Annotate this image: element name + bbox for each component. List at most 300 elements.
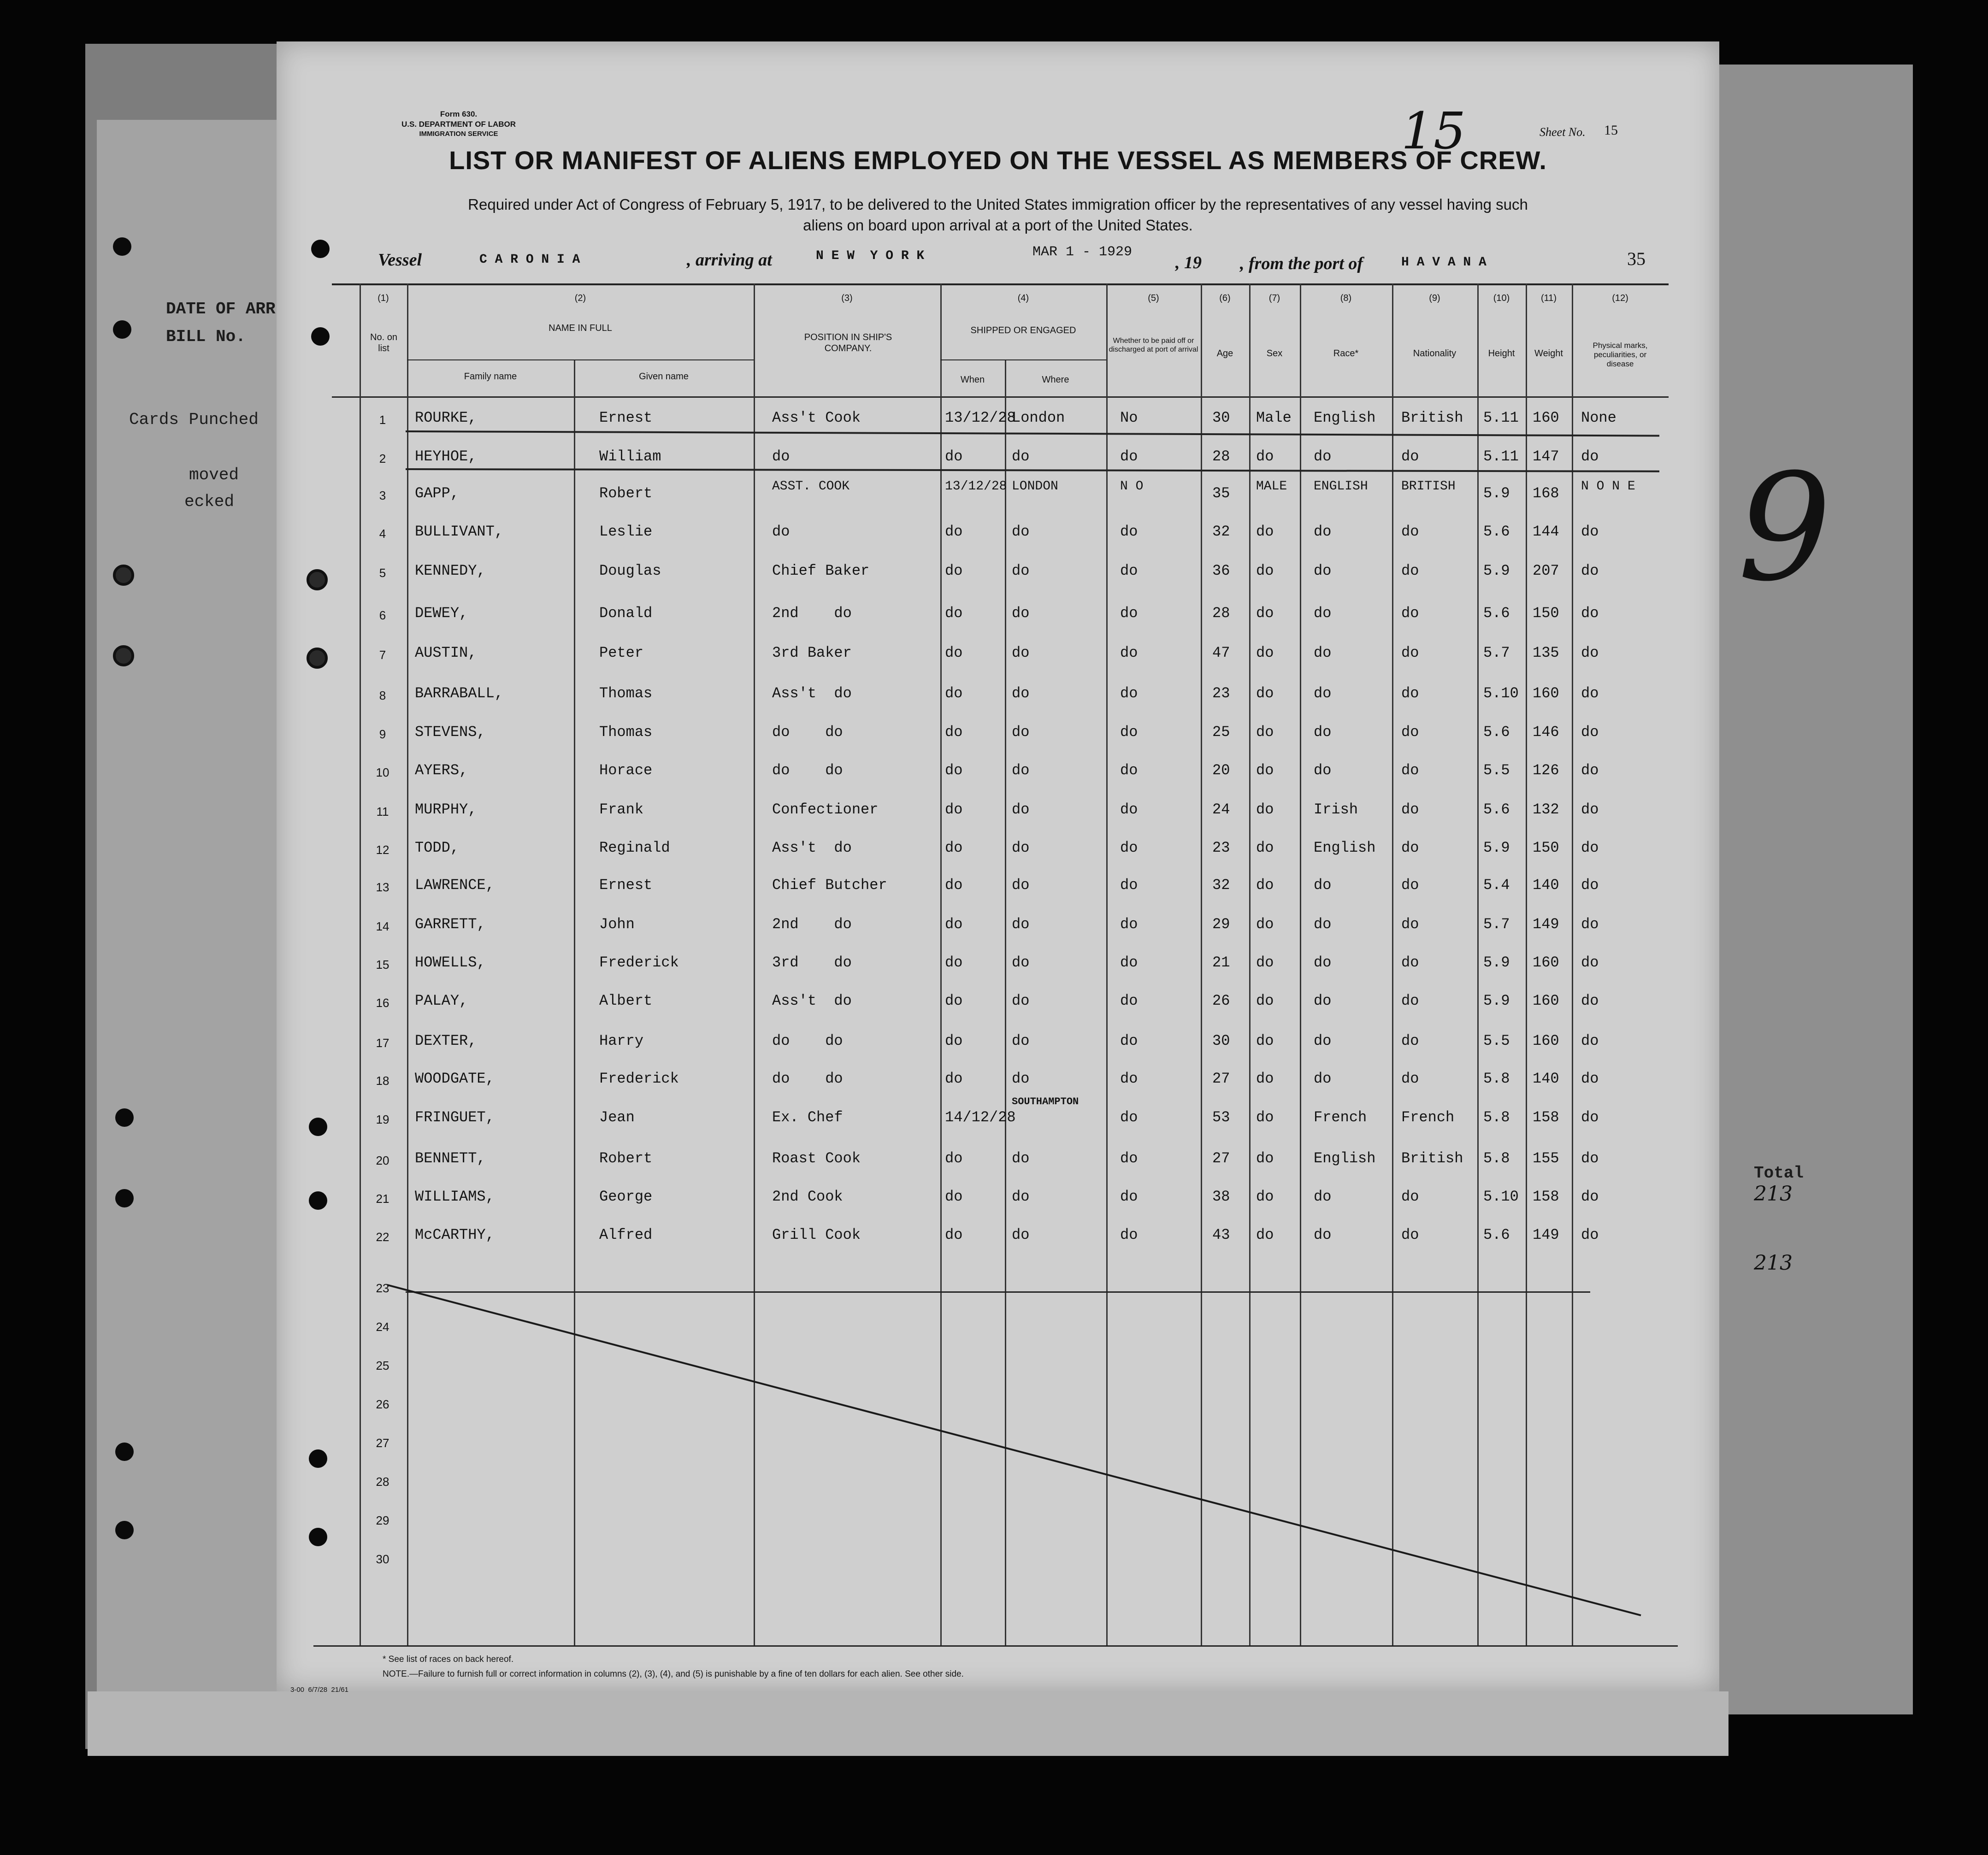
weight-cell: 160 — [1533, 1032, 1559, 1049]
age-cell: 29 — [1212, 916, 1230, 933]
weight-cell: 160 — [1533, 409, 1559, 426]
paid-off-cell: do — [1120, 1150, 1138, 1167]
shipped-where-cell: do — [1012, 1070, 1030, 1087]
vessel-label: Vessel — [378, 250, 422, 270]
family-name-cell: McCARTHY, — [415, 1226, 495, 1243]
race-cell: do — [1314, 523, 1332, 540]
weight-cell: 207 — [1533, 562, 1559, 579]
empty-row-number: 24 — [376, 1320, 389, 1334]
family-name-cell: ROURKE, — [415, 409, 477, 426]
age-cell: 25 — [1212, 724, 1230, 741]
height-cell: 5.6 — [1483, 801, 1510, 818]
paid-off-cell: do — [1120, 916, 1138, 933]
race-cell: do — [1314, 605, 1332, 622]
service: IMMIGRATION SERVICE — [419, 130, 498, 138]
sex-cell: do — [1256, 724, 1274, 741]
punch-hole — [113, 565, 134, 586]
age-cell: 23 — [1212, 839, 1230, 856]
col3-number: (3) — [841, 293, 853, 303]
sex-cell: do — [1256, 1226, 1274, 1243]
nationality-cell: do — [1401, 724, 1419, 741]
race-cell: do — [1314, 1226, 1332, 1243]
sex-cell: do — [1256, 523, 1274, 540]
shipped-when-cell: do — [945, 992, 963, 1009]
nationality-cell: do — [1401, 916, 1419, 933]
col4-number: (4) — [1017, 293, 1029, 303]
nationality-cell: do — [1401, 762, 1419, 779]
col5-header: Whether to be paid off or discharged at port of arrival — [1109, 337, 1198, 353]
punch-hole — [113, 320, 131, 339]
physical-marks-cell: do — [1581, 954, 1599, 971]
nationality-cell: BRITISH — [1401, 479, 1456, 494]
departure-port: H A V A N A — [1401, 255, 1487, 270]
position-cell: Chief Baker — [772, 562, 870, 579]
given-name-cell: Ernest — [599, 409, 653, 426]
shipped-when-cell: 14/12/28 — [945, 1109, 1016, 1126]
height-cell: 5.8 — [1483, 1109, 1510, 1126]
shipped-when-cell: do — [945, 916, 963, 933]
row-number: 9 — [379, 727, 386, 741]
family-name-cell: GARRETT, — [415, 916, 486, 933]
age-cell: 26 — [1212, 992, 1230, 1009]
position-cell: do do — [772, 1032, 843, 1049]
paid-off-cell: do — [1120, 605, 1138, 622]
family-name-cell: PALAY, — [415, 992, 468, 1009]
height-cell: 5.6 — [1483, 523, 1510, 540]
left-bill-label: BILL No. — [166, 327, 246, 346]
punch-hole — [115, 1189, 134, 1207]
shipped-when-cell: do — [945, 1070, 963, 1087]
col1-header: No. on list — [370, 332, 397, 353]
date-stamp: MAR 1 - 1929 — [1032, 244, 1133, 260]
given-name-cell: Frederick — [599, 1070, 679, 1087]
physical-marks-cell: do — [1581, 1032, 1599, 1049]
family-name-cell: KENNEDY, — [415, 562, 486, 579]
position-cell: do do — [772, 1070, 843, 1087]
page-mark: 35 — [1627, 248, 1646, 269]
sex-cell: do — [1256, 916, 1274, 933]
shipped-when-cell: do — [945, 1150, 963, 1167]
sex-cell: do — [1256, 448, 1274, 465]
sex-cell: do — [1256, 1032, 1274, 1049]
weight-cell: 155 — [1533, 1150, 1559, 1167]
age-cell: 30 — [1212, 1032, 1230, 1049]
race-cell: do — [1314, 1188, 1332, 1205]
given-name-cell: Donald — [599, 605, 653, 622]
shipped-where-cell: LONDON — [1012, 479, 1058, 494]
shipped-where-cell: do — [1012, 1188, 1030, 1205]
paid-off-cell: do — [1120, 801, 1138, 818]
sex-cell: do — [1256, 1109, 1274, 1126]
height-cell: 5.7 — [1483, 644, 1510, 661]
left-date-label: DATE OF ARR — [166, 300, 276, 318]
age-cell: 24 — [1212, 801, 1230, 818]
nationality-cell: do — [1401, 605, 1419, 622]
position-cell: Ass't do — [772, 992, 852, 1009]
punch-hole — [115, 1108, 134, 1127]
col12-header: Physical marks, peculiarities, or disease — [1593, 341, 1648, 368]
col9-number: (9) — [1429, 293, 1440, 303]
race-cell: do — [1314, 877, 1332, 894]
physical-marks-cell: do — [1581, 801, 1599, 818]
given-name-cell: Frederick — [599, 954, 679, 971]
empty-row-number: 23 — [376, 1281, 389, 1295]
weight-cell: 140 — [1533, 1070, 1559, 1087]
underlying-paper-left — [97, 120, 290, 1733]
shipped-where-cell: London — [1012, 409, 1065, 426]
row-number: 8 — [379, 689, 386, 702]
from-port-label: , from the port of — [1240, 254, 1363, 273]
given-name-cell: Leslie — [599, 523, 653, 540]
position-cell: do do — [772, 724, 843, 741]
row-number: 6 — [379, 608, 386, 622]
age-cell: 28 — [1212, 448, 1230, 465]
sex-cell: do — [1256, 839, 1274, 856]
sex-cell: do — [1256, 1070, 1274, 1087]
weight-cell: 144 — [1533, 523, 1559, 540]
physical-marks-cell: do — [1581, 448, 1599, 465]
year-label: , 19 — [1175, 253, 1202, 272]
age-cell: 30 — [1212, 409, 1230, 426]
sex-cell: Male — [1256, 409, 1292, 426]
family-name-cell: MURPHY, — [415, 801, 477, 818]
position-cell: 2nd Cook — [772, 1188, 843, 1205]
given-name-cell: Albert — [599, 992, 653, 1009]
weight-cell: 146 — [1533, 724, 1559, 741]
nationality-cell: do — [1401, 1226, 1419, 1243]
family-name-cell: BENNETT, — [415, 1150, 486, 1167]
height-cell: 5.7 — [1483, 916, 1510, 933]
height-cell: 5.5 — [1483, 762, 1510, 779]
height-cell: 5.11 — [1483, 409, 1519, 426]
weight-cell: 150 — [1533, 605, 1559, 622]
sex-cell: do — [1256, 644, 1274, 661]
manifest-sheet — [277, 41, 1719, 1694]
row-number: 18 — [376, 1074, 389, 1088]
height-cell: 5.6 — [1483, 605, 1510, 622]
nationality-cell: do — [1401, 839, 1419, 856]
weight-cell: 149 — [1533, 916, 1559, 933]
col4a-header: When — [960, 375, 985, 385]
position-cell: Ass't do — [772, 685, 852, 702]
punch-hole — [113, 237, 131, 256]
position-cell: do — [772, 523, 790, 540]
position-cell: Roast Cook — [772, 1150, 861, 1167]
weight-cell: 160 — [1533, 954, 1559, 971]
nationality-cell: do — [1401, 1070, 1419, 1087]
arrival-port: N E W Y O R K — [816, 249, 925, 263]
row-number: 5 — [379, 566, 386, 580]
height-cell: 5.5 — [1483, 1032, 1510, 1049]
physical-marks-cell: do — [1581, 1109, 1599, 1126]
sex-cell: do — [1256, 762, 1274, 779]
cancel-diagonal — [277, 41, 1719, 1691]
position-cell: do — [772, 448, 790, 465]
given-name-cell: Harry — [599, 1032, 644, 1049]
race-cell: ENGLISH — [1314, 479, 1368, 494]
shipped-where-cell: do — [1012, 644, 1030, 661]
race-cell: do — [1314, 992, 1332, 1009]
nationality-cell: British — [1401, 1150, 1463, 1167]
sex-cell: do — [1256, 685, 1274, 702]
nationality-cell: French — [1401, 1109, 1455, 1126]
col2-number: (2) — [574, 293, 586, 303]
age-cell: 53 — [1212, 1109, 1230, 1126]
given-name-cell: Robert — [599, 1150, 653, 1167]
row-number: 19 — [376, 1113, 389, 1126]
family-name-cell: STEVENS, — [415, 724, 486, 741]
paid-off-cell: N O — [1120, 479, 1144, 494]
col2-header: NAME IN FULL — [549, 323, 612, 333]
left-checked: ecked — [184, 492, 235, 511]
col6-header: Age — [1216, 348, 1233, 359]
paid-off-cell: do — [1120, 724, 1138, 741]
position-cell: 3rd do — [772, 954, 852, 971]
sheet-no: 15 — [1604, 123, 1618, 138]
physical-marks-cell: None — [1581, 409, 1616, 426]
shipped-where-cell: do — [1012, 1150, 1030, 1167]
position-cell: Ass't Cook — [772, 409, 861, 426]
weight-cell: 158 — [1533, 1188, 1559, 1205]
weight-cell: 135 — [1533, 644, 1559, 661]
shipped-where-cell: do — [1012, 762, 1030, 779]
shipped-when-cell: do — [945, 562, 963, 579]
arriving-label: , arriving at — [687, 250, 772, 270]
physical-marks-cell: do — [1581, 523, 1599, 540]
left-removed: moved — [189, 465, 239, 484]
position-cell: 2nd do — [772, 605, 852, 622]
race-cell: do — [1314, 685, 1332, 702]
physical-marks-cell: do — [1581, 685, 1599, 702]
department: U.S. DEPARTMENT OF LABOR — [401, 120, 516, 129]
age-cell: 43 — [1212, 1226, 1230, 1243]
empty-row-number: 29 — [376, 1513, 389, 1527]
race-cell: do — [1314, 1070, 1332, 1087]
sex-cell: do — [1256, 1150, 1274, 1167]
race-cell: Irish — [1314, 801, 1358, 818]
subtitle-line-1: Required under Act of Congress of February 5, 1917, to be delivered to the United States immigration officer by the representatives of any vessel having such — [468, 196, 1528, 213]
nationality-cell: do — [1401, 523, 1419, 540]
height-cell: 5.8 — [1483, 1150, 1510, 1167]
height-cell: 5.9 — [1483, 954, 1510, 971]
row-number: 17 — [376, 1036, 389, 1050]
shipped-where-cell: do — [1012, 839, 1030, 856]
age-cell: 35 — [1212, 485, 1230, 502]
shipped-where-cell: do — [1012, 916, 1030, 933]
shipped-where-cell: do — [1012, 954, 1030, 971]
family-name-cell: DEWEY, — [415, 605, 468, 622]
right-total-value: 213 — [1754, 1182, 1793, 1206]
age-cell: 27 — [1212, 1070, 1230, 1087]
age-cell: 21 — [1212, 954, 1230, 971]
physical-marks-cell: do — [1581, 1226, 1599, 1243]
col4-header: SHIPPED OR ENGAGED — [970, 325, 1076, 336]
row-number: 16 — [376, 996, 389, 1010]
row-number: 1 — [379, 413, 386, 427]
handwritten-15: 15 — [1401, 101, 1466, 160]
weight-cell: 168 — [1533, 485, 1559, 502]
nationality-cell: do — [1401, 1188, 1419, 1205]
shipped-when-cell: do — [945, 523, 963, 540]
col8-header: Race* — [1333, 348, 1359, 359]
shipped-where-cell: do — [1012, 877, 1030, 894]
given-name-cell: John — [599, 916, 635, 933]
physical-marks-cell: do — [1581, 877, 1599, 894]
given-name-cell: Reginald — [599, 839, 670, 856]
height-cell: 5.11 — [1483, 448, 1519, 465]
physical-marks-cell: do — [1581, 762, 1599, 779]
empty-row-number: 28 — [376, 1475, 389, 1489]
right-margin-nine: 9 — [1738, 442, 1832, 614]
nationality-cell: do — [1401, 877, 1419, 894]
given-name-cell: Ernest — [599, 877, 653, 894]
race-cell: do — [1314, 562, 1332, 579]
sex-cell: MALE — [1256, 479, 1287, 494]
col10-number: (10) — [1493, 293, 1510, 303]
shipped-when-cell: do — [945, 762, 963, 779]
race-cell: do — [1314, 644, 1332, 661]
sex-cell: do — [1256, 877, 1274, 894]
position-cell: Ex. Chef — [772, 1109, 843, 1126]
shipped-where-cell: do — [1012, 992, 1030, 1009]
weight-cell: 160 — [1533, 992, 1559, 1009]
col8-number: (8) — [1340, 293, 1352, 303]
race-cell: English — [1314, 839, 1376, 856]
family-name-cell: BULLIVANT, — [415, 523, 504, 540]
nationality-cell: do — [1401, 801, 1419, 818]
row-number: 10 — [376, 766, 389, 779]
age-cell: 20 — [1212, 762, 1230, 779]
subtitle-line-2: aliens on board upon arrival at a port of the United States. — [803, 217, 1193, 234]
underlying-paper-right — [1719, 65, 1913, 1714]
position-cell: 2nd do — [772, 916, 852, 933]
shipped-where-cell: do — [1012, 562, 1030, 579]
note: NOTE.—Failure to furnish full or correct information in columns (2), (3), (4), and (5) is punishable by a fine of ten dollars for each alien. See other side. — [383, 1669, 964, 1679]
shipped-where-cell: do — [1012, 1032, 1030, 1049]
nationality-cell: do — [1401, 562, 1419, 579]
paid-off-cell: do — [1120, 992, 1138, 1009]
given-name-cell: George — [599, 1188, 653, 1205]
family-name-cell: BARRABALL, — [415, 685, 504, 702]
age-cell: 32 — [1212, 877, 1230, 894]
shipped-when-cell: do — [945, 1188, 963, 1205]
family-name-cell: GAPP, — [415, 485, 460, 502]
paid-off-cell: do — [1120, 644, 1138, 661]
paid-off-cell: do — [1120, 1188, 1138, 1205]
shipped-when-cell: do — [945, 1032, 963, 1049]
weight-cell: 147 — [1533, 448, 1559, 465]
race-cell: do — [1314, 916, 1332, 933]
height-cell: 5.10 — [1483, 685, 1519, 702]
shipped-when-cell: do — [945, 839, 963, 856]
physical-marks-cell: do — [1581, 644, 1599, 661]
nationality-cell: do — [1401, 685, 1419, 702]
age-cell: 27 — [1212, 1150, 1230, 1167]
shipped-when-cell: do — [945, 724, 963, 741]
empty-row-number: 27 — [376, 1436, 389, 1450]
family-name-cell: AYERS, — [415, 762, 468, 779]
height-cell: 5.9 — [1483, 992, 1510, 1009]
sex-cell: do — [1256, 605, 1274, 622]
position-cell: do do — [772, 762, 843, 779]
given-name-cell: William — [599, 448, 661, 465]
form-number: Form 630. — [440, 110, 478, 118]
height-cell: 5.10 — [1483, 1188, 1519, 1205]
paid-off-cell: do — [1120, 1070, 1138, 1087]
paid-off-cell: do — [1120, 1109, 1138, 1126]
shipped-when-cell: do — [945, 605, 963, 622]
paid-off-cell: do — [1120, 685, 1138, 702]
physical-marks-cell: do — [1581, 724, 1599, 741]
physical-marks-cell: do — [1581, 916, 1599, 933]
row-number: 21 — [376, 1192, 389, 1206]
col2a-header: Family name — [464, 371, 517, 382]
height-cell: 5.9 — [1483, 839, 1510, 856]
shipped-when-cell: do — [945, 801, 963, 818]
race-cell: English — [1314, 1150, 1376, 1167]
paid-off-cell: do — [1120, 954, 1138, 971]
shipped-when-cell: do — [945, 877, 963, 894]
family-name-cell: LAWRENCE, — [415, 877, 495, 894]
paid-off-cell: do — [1120, 877, 1138, 894]
col1-number: (1) — [378, 293, 389, 303]
given-name-cell: Horace — [599, 762, 653, 779]
position-cell: Ass't do — [772, 839, 852, 856]
weight-cell: 150 — [1533, 839, 1559, 856]
shipped-where-cell: do — [1012, 801, 1030, 818]
race-cell: do — [1314, 1032, 1332, 1049]
nationality-cell: do — [1401, 644, 1419, 661]
age-cell: 38 — [1212, 1188, 1230, 1205]
empty-row-number: 25 — [376, 1359, 389, 1372]
col10-header: Height — [1488, 348, 1515, 359]
shipped-where-cell: do — [1012, 448, 1030, 465]
given-name-cell: Thomas — [599, 685, 653, 702]
row-number: 7 — [379, 648, 386, 662]
vessel-name: C A R O N I A — [479, 253, 580, 267]
shipped-where-cell: do — [1012, 523, 1030, 540]
position-cell: Chief Butcher — [772, 877, 887, 894]
punch-hole — [115, 1443, 134, 1461]
left-cards-punched: Cards Punched — [129, 410, 259, 429]
shipped-when-cell: 13/12/28 — [945, 409, 1016, 426]
shipped-where-cell: do — [1012, 724, 1030, 741]
position-cell: Confectioner — [772, 801, 879, 818]
physical-marks-cell: do — [1581, 839, 1599, 856]
shipped-when-cell: do — [945, 954, 963, 971]
row-number: 3 — [379, 489, 386, 502]
weight-cell: 132 — [1533, 801, 1559, 818]
right-total-value-2: 213 — [1754, 1251, 1793, 1275]
shipped-when-cell: do — [945, 644, 963, 661]
col11-number: (11) — [1540, 293, 1557, 303]
race-cell: English — [1314, 409, 1376, 426]
row-number: 11 — [376, 805, 389, 819]
print-code: 3-00 6/7/28 21/61 — [290, 1686, 348, 1694]
sex-cell: do — [1256, 1188, 1274, 1205]
nationality-cell: do — [1401, 448, 1419, 465]
age-cell: 36 — [1212, 562, 1230, 579]
height-cell: 5.8 — [1483, 1070, 1510, 1087]
age-cell: 28 — [1212, 605, 1230, 622]
age-cell: 47 — [1212, 644, 1230, 661]
paid-off-cell: do — [1120, 523, 1138, 540]
col4b-header: Where — [1042, 375, 1069, 385]
paid-off-cell: do — [1120, 1032, 1138, 1049]
nationality-cell: British — [1401, 409, 1463, 426]
given-name-cell: Robert — [599, 485, 653, 502]
row-number: 22 — [376, 1230, 389, 1244]
